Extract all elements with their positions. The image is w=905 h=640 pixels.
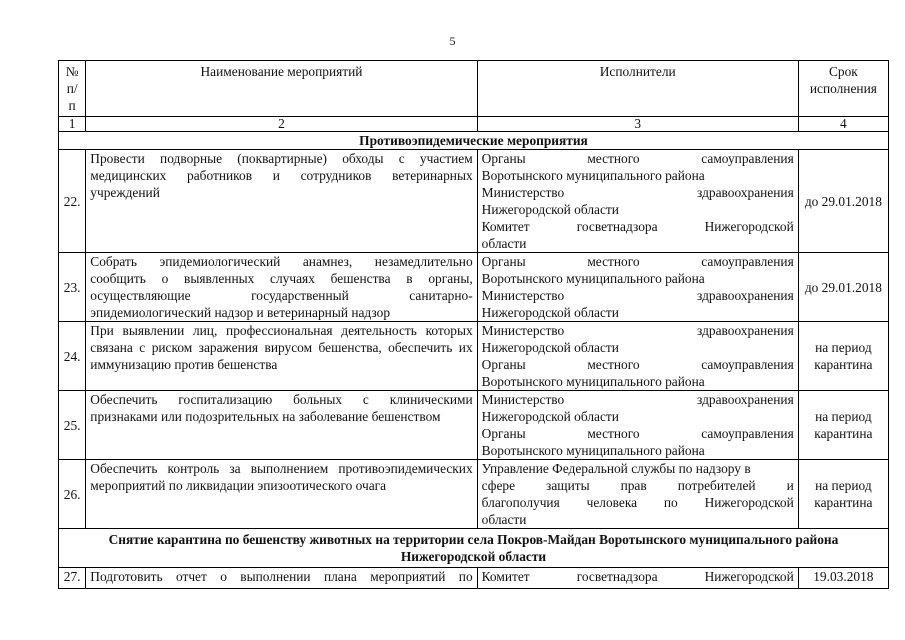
executor-line: Органы местного самоуправления xyxy=(481,357,794,372)
executor-line: Комитет госветнадзора Нижегородской xyxy=(481,219,794,234)
section-row xyxy=(59,132,889,150)
executor-line: Нижегородской области xyxy=(481,409,619,424)
table-row xyxy=(59,568,889,589)
executor-line: Органы местного самоуправления xyxy=(481,254,794,269)
header-executors: Исполнители xyxy=(477,61,798,117)
row-task: Обеспечить контроль за выполнением противоэпидемических мероприятий по ликвидации эпизоотического очага xyxy=(86,460,477,529)
section-row xyxy=(59,529,889,568)
table-header-row xyxy=(59,61,889,117)
executor-line: Министерство здравоохранения xyxy=(481,323,794,338)
executor-line: Воротынского муниципального района xyxy=(481,271,705,286)
executor-line: Нижегородской области xyxy=(481,202,619,217)
header-deadline: Срок исполнения xyxy=(798,61,888,117)
executor-line: области xyxy=(481,236,527,251)
row-number: 23. xyxy=(59,253,86,322)
page-number: 5 xyxy=(449,34,456,48)
col-index-2: 2 xyxy=(86,117,477,132)
row-task: Собрать эпидемиологический анамнез, незамедлительно сообщить о выявленных случаях бешенства в органы, осуществляющие государственный санитарно-эпидемиологический надзор и ветеринарный надзор xyxy=(86,253,477,322)
table-row xyxy=(59,322,889,391)
row-deadline: 19.03.2018 xyxy=(798,568,888,589)
executor-line: Комитет госветнадзора Нижегородской xyxy=(481,569,794,584)
row-task: Провести подворные (поквартирные) обходы с участием медицинских работников и сотрудников ветеринарных учреждений xyxy=(86,150,477,253)
header-measures: Наименование мероприятий xyxy=(86,61,477,117)
row-deadline: на период карантина xyxy=(798,322,888,391)
row-executors xyxy=(477,253,798,322)
executor-line: Министерство здравоохранения xyxy=(481,288,794,303)
executor-line: Органы местного самоуправления xyxy=(481,426,794,441)
executor-line: сфере защиты прав потребителей и xyxy=(481,478,794,493)
row-deadline: на период карантина xyxy=(798,391,888,460)
executor-line: Министерство здравоохранения xyxy=(481,185,794,200)
row-executors xyxy=(477,322,798,391)
row-number: 27. xyxy=(59,568,86,589)
executor-line: Министерство здравоохранения xyxy=(481,392,794,407)
executor-line: Воротынского муниципального района xyxy=(481,168,705,183)
col-index-4: 4 xyxy=(798,117,888,132)
executor-line: Нижегородской области xyxy=(481,340,619,355)
row-deadline: на период карантина xyxy=(798,460,888,529)
section-title-quarantine-removal: Снятие карантина по бешенству животных на территории села Покров-Майдан Воротынского муниципального района Нижегородской области xyxy=(59,529,889,568)
executor-line: Управление Федеральной службы по надзору в xyxy=(481,461,751,476)
row-deadline: до 29.01.2018 xyxy=(798,150,888,253)
row-number: 24. xyxy=(59,322,86,391)
executor-line: Воротынского муниципального района xyxy=(481,443,705,458)
executor-line: Воротынского муниципального района xyxy=(481,374,705,389)
executor-line: благополучия человека по Нижегородской xyxy=(481,495,794,510)
col-index-3: 3 xyxy=(477,117,798,132)
executor-line: Органы местного самоуправления xyxy=(481,151,794,166)
table-row xyxy=(59,460,889,529)
row-executors xyxy=(477,460,798,529)
table-row xyxy=(59,253,889,322)
row-number: 26. xyxy=(59,460,86,529)
row-number: 25. xyxy=(59,391,86,460)
row-executors xyxy=(477,150,798,253)
row-task: Подготовить отчет о выполнении плана мероприятий по xyxy=(86,568,477,589)
table-row xyxy=(59,150,889,253)
executor-line: Нижегородской области xyxy=(481,305,619,320)
executor-line: области xyxy=(481,512,527,527)
row-deadline: до 29.01.2018 xyxy=(798,253,888,322)
header-number: № п/п xyxy=(59,61,86,117)
row-executors xyxy=(477,391,798,460)
row-number: 22. xyxy=(59,150,86,253)
measures-table xyxy=(58,60,889,589)
column-index-row xyxy=(59,117,889,132)
section-title-antiepidemic: Противоэпидемические мероприятия xyxy=(59,132,889,150)
row-task: При выявлении лиц, профессиональная деятельность которых связана с риском заражения вирусом бешенства, обеспечить их иммунизацию против бешенства xyxy=(86,322,477,391)
table-row xyxy=(59,391,889,460)
row-executors xyxy=(477,568,798,589)
col-index-1: 1 xyxy=(59,117,86,132)
row-task: Обеспечить госпитализацию больных с клиническими признаками или подозрительных на заболевание бешенством xyxy=(86,391,477,460)
